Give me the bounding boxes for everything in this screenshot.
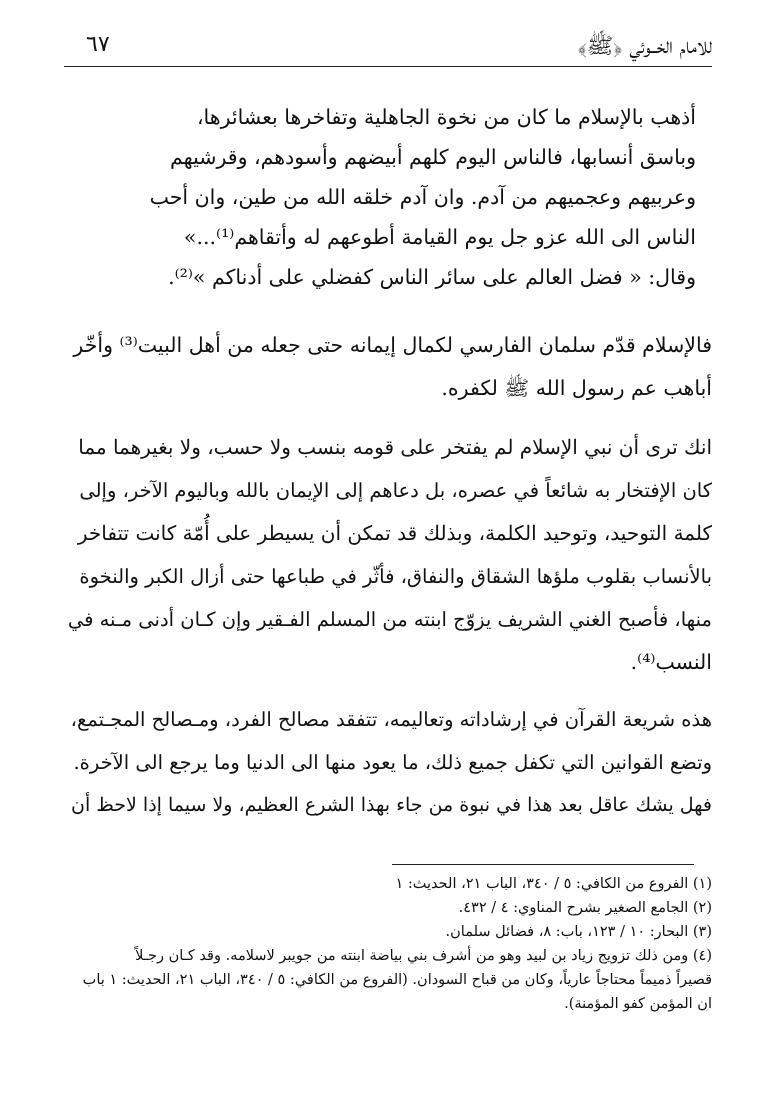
paragraph-line: أباهب عم رسول الله ﷺ لكفره. bbox=[441, 376, 712, 400]
quote-line: وباسق أنسابها، فالناس اليوم كلهم أبيضهم وأسودهم، وقرشيهم bbox=[170, 145, 696, 169]
paragraph-line: وتضع القوانين التي تكفل جميع ذلك، ما يعود منها الى الدنيا وما يرجع الى الآخرة. bbox=[73, 751, 712, 774]
paragraph-line: انك ترى أن نبي الإسلام لم يفتخر على قومه بنسب ولا حسب، ولا بغيرهما مما bbox=[78, 435, 712, 459]
paragraph-line: هذه شريعة القرآن في إرشاداته وتعاليمه، تتفقد مصالح الفرد، ومـصالح المجـتمع، bbox=[70, 708, 712, 731]
quote-line: أذهب بالإسلام ما كان من نخوة الجاهلية وتفاخرها بعشائرها، bbox=[196, 105, 696, 129]
paragraph-line: فالإسلام قدّم سلمان الفارسي لكمال إيمانه حتى جعله من أهل البيت⁽³⁾ وأخّر bbox=[73, 333, 712, 357]
quote-line: الناس الى الله عزو جل يوم القيامة أطوعهم له وأتقاهم⁽¹⁾...» bbox=[183, 225, 696, 249]
paragraph-line: النسب⁽⁴⁾. bbox=[630, 650, 712, 674]
paragraph bbox=[64, 426, 712, 684]
footnote-line: ان المؤمن كفو المؤمنة). bbox=[564, 996, 712, 1012]
paragraph-line: فهل يشك عاقل بعد هذا في نبوة من جاء بهذا الشرع العظيم، ولا سيما إذا لاحظ أن bbox=[71, 794, 712, 816]
paragraph bbox=[64, 698, 712, 827]
paragraph bbox=[64, 324, 712, 410]
paragraph-line: بالأنساب بقلوب ملؤها الشقاق والنفاق، فأثّر في طباعها حتى أزال الكبر والنخوة bbox=[79, 565, 712, 588]
footnote-line: (٤) ومن ذلك تزويج زياد بن لبيد وهو من أشرف بني بياضة ابنته من جويبر لاسلامه. وقد كـان رجـلاً bbox=[135, 948, 712, 964]
page-number: ٦٧ bbox=[86, 32, 110, 57]
footnote-line: (٢) الجامع الصغير بشرح المناوي: ٤ / ٤٣٢. bbox=[458, 900, 712, 916]
hadith-quote bbox=[64, 97, 696, 297]
footnote-line: (١) الفروع من الكافي: ٥ / ٣٤٠، الباب ٢١، الحديث: ١ bbox=[395, 876, 712, 892]
footnotes bbox=[64, 872, 712, 1016]
paragraph-line: منها، فأصبح الغني الشريف يزوّج ابنته من المسلم الفـقير وإن كـان أدنى مـنه في bbox=[67, 608, 712, 631]
footnote-line: قصيراً ذميماً محتاجاً عارياً، وكان من قباح السودان. (الفروع من الكافي: ٥ / ٣٤٠، الباب ٢١، الحديث: ١ باب bbox=[82, 972, 712, 988]
quote-line: وقال: « فضل العالم على سائر الناس كفضلي على أدناكم »⁽²⁾. bbox=[168, 265, 696, 289]
paragraph-line: كان الإفتخار به شائعاً في عصره، بل دعاهم إلى الإيمان بالله وباليوم الآخر، وإلى bbox=[79, 479, 712, 502]
header-rule bbox=[64, 66, 712, 67]
page-header bbox=[64, 28, 712, 64]
quote-line: وعربيهم وعجميهم من آدم. وان آدم خلقه الله من طين، وان أحب bbox=[149, 185, 696, 209]
running-title: للامام الخــوئي ﴿ﷺ﴾ bbox=[577, 34, 712, 59]
paragraph-line: كلمة التوحيد، وتوحيد الكلمة، وبذلك قد تمكن أن يسيطر على أُمّة كانت تتفاخر bbox=[77, 521, 712, 545]
footnote-line: (٣) البحار: ١٠ / ١٢٣، باب: ٨، فضائل سلمان. bbox=[445, 924, 712, 940]
footnote-rule bbox=[392, 864, 694, 865]
